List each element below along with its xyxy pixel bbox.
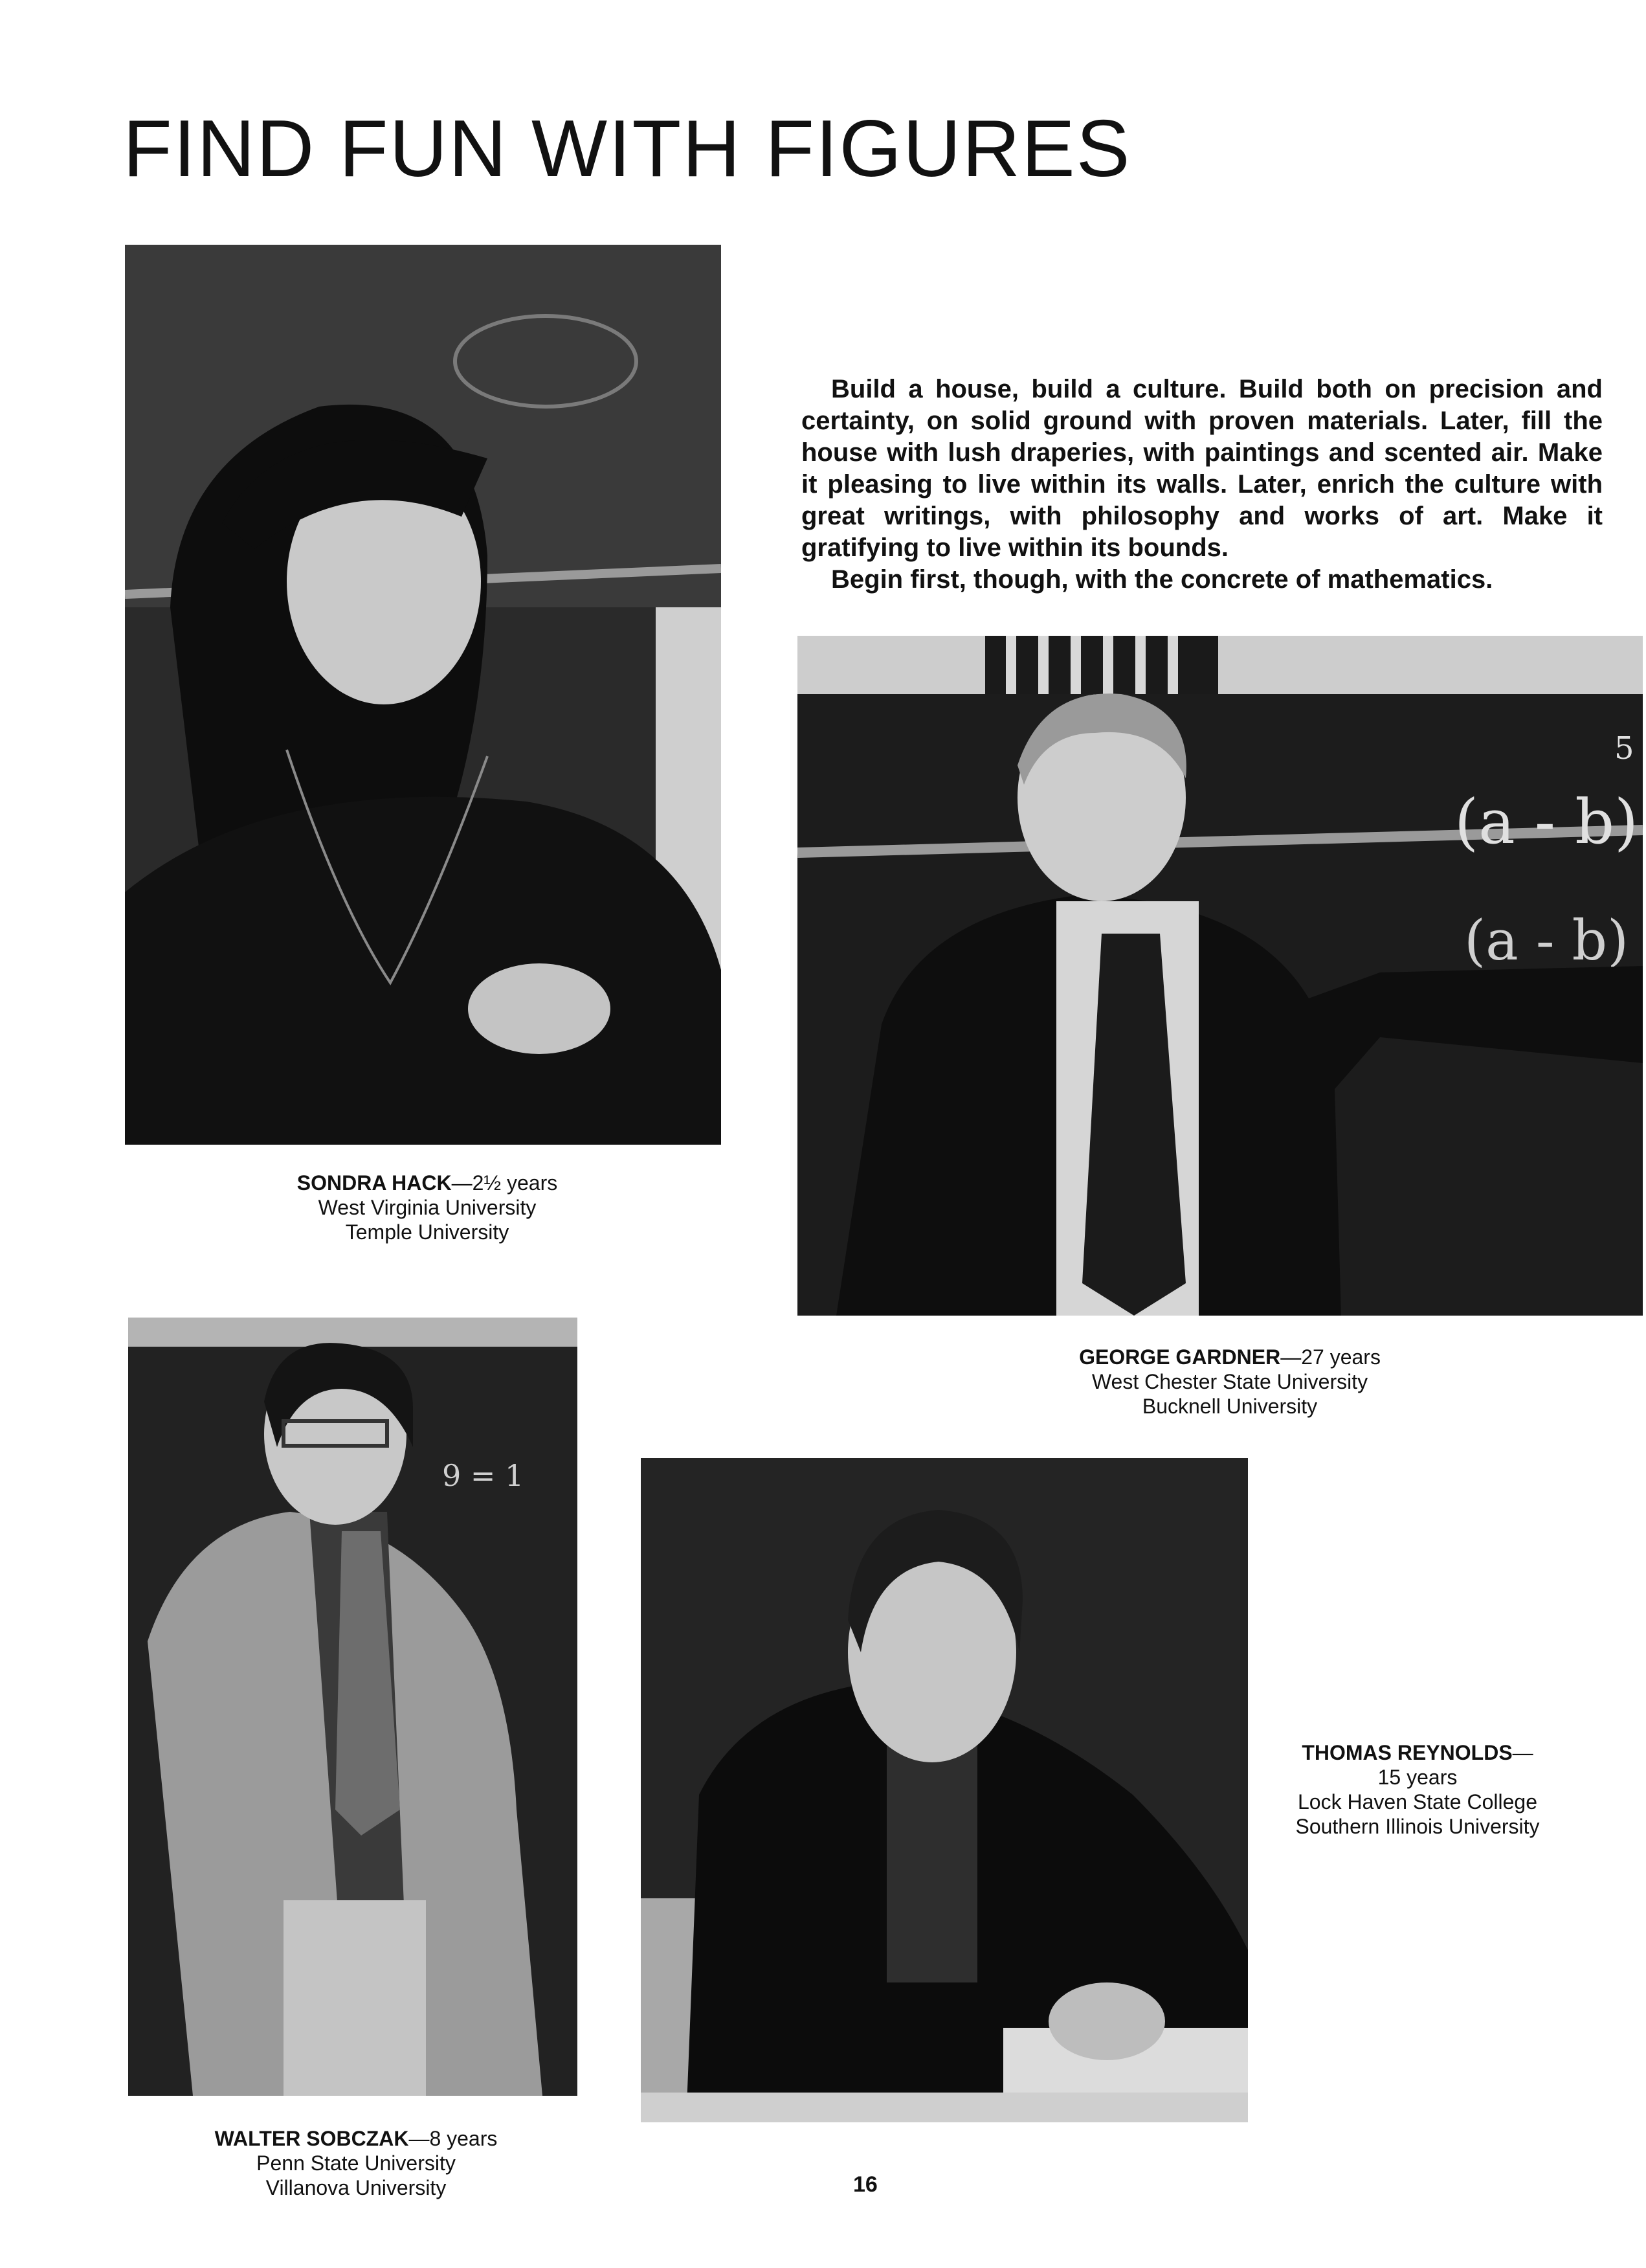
intro-paragraph-1: Build a house, build a culture. Build both on precision and certainty, on solid ground with proven materials. Later, fill the house with lush draperies, with paintings and scented air. Make it pleasing to live within its walls. Later, enrich the culture with great writings, with philosophy and works of art. Make it gratifying to live within its bounds. [801,375,1603,562]
faculty-name: SONDRA HACK [296,1171,452,1195]
photo-thomas-reynolds [641,1458,1248,2122]
faculty-school: Lock Haven State College [1298,1790,1537,1813]
photo-sondra-hack [125,245,721,1145]
intro-paragraph-2: Begin first, though, with the concrete of mathematics. [831,565,1493,594]
faculty-school: Penn State University [256,2151,456,2175]
photo-george-gardner [797,636,1643,1316]
chalk-equation: 9 = 1 [442,1458,524,1493]
faculty-school: Bucknell University [1142,1395,1318,1418]
chalk-exponent: 5 [1614,730,1634,767]
caption-george-gardner [1062,1345,1398,1419]
faculty-tenure: —2½ years [451,1171,558,1195]
faculty-years: 15 years [1377,1766,1458,1789]
page-title: FIND FUN WITH FIGURES [123,104,1131,194]
page-number: 16 [853,2172,878,2197]
faculty-school: Southern Illinois University [1295,1815,1540,1838]
faculty-school: Villanova University [265,2176,447,2199]
faculty-school: Temple University [345,1220,509,1244]
faculty-tenure: —8 years [408,2127,498,2150]
faculty-name: WALTER SOBCZAK [214,2127,409,2150]
caption-sondra-hack [272,1171,583,1244]
faculty-tenure: —27 years [1280,1345,1381,1369]
faculty-school: West Chester State University [1091,1370,1368,1393]
faculty-name: THOMAS REYNOLDS [1302,1741,1513,1764]
chalk-equation-2: (a - b) [1464,909,1629,973]
faculty-tenure: — [1512,1741,1533,1764]
caption-walter-sobczak [194,2126,518,2200]
chalk-equation-1: (a - b) [1454,787,1639,858]
intro-text [801,374,1603,596]
caption-thomas-reynolds [1256,1740,1579,1839]
faculty-school: West Virginia University [318,1196,537,1219]
faculty-name: GEORGE GARDNER [1079,1345,1281,1369]
photo-walter-sobczak [128,1318,577,2096]
